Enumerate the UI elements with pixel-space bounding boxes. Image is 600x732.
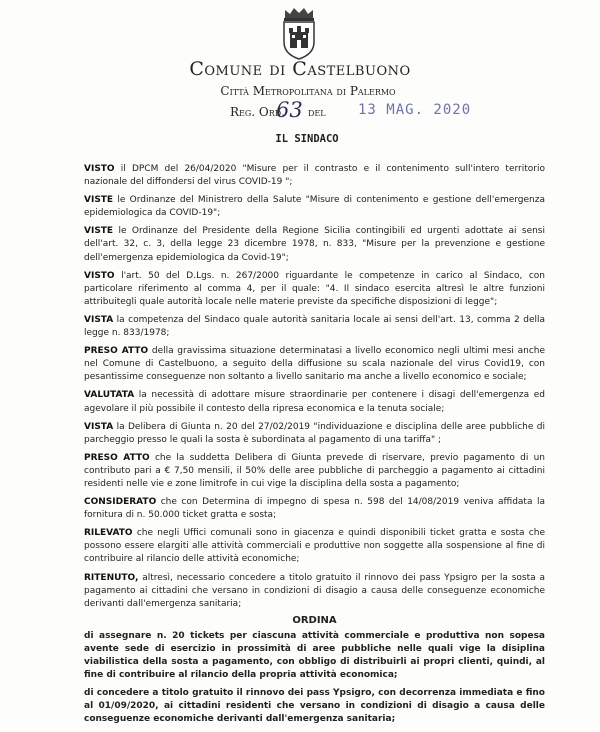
premise-paragraph: VISTO il DPCM del 26/04/2020 "Misure per il contrasto e il contenimento sull'intero territorio nazionale del diffondersi del virus COVID-19 "; xyxy=(84,164,545,188)
ordina-item: di assegnare n. 20 tickets per ciascuna attività commerciale e produttiva non sopesa avente sede di esercizio in prossimità di aree pubbliche nelle quali vige la disiplina viabilistica della sosta a pagamento, con obbligo di distribuirli ai propri clienti, quindi, al fine di contribuire al rilancio della propria attività economica; xyxy=(84,630,545,681)
ordina-item: di concedere a titolo gratuito il rinnovo dei pass Ypsigro, con decorrenza immediata e fino al 01/09/2020, ai cittadini residenti che versano in condizioni di disagio a causa delle conseguenze economiche derivanti dall'emergenza sanitaria; xyxy=(84,688,545,725)
municipality-name: Comune di Castelbuono xyxy=(189,58,411,80)
ordinance-body xyxy=(84,163,545,732)
registration-line xyxy=(230,98,530,124)
metropolitan-city-name: Città Metropolitana di Palermo xyxy=(220,84,396,98)
premise-paragraph: PRESO ATTO della gravissima situazione determinatasi a livello economico negli ultimi mesi anche nel Comune di Castelbuono, a seguito della diffusione su scala nazionale del virus Covid19, con pesantissime conseguenze non soltanto a livello sanitario ma anche a livello economico e sociale; xyxy=(84,346,546,383)
premise-paragraph: RILEVATO che negli Uffici comunali sono in giacenza e quindi disponibili ticket gratta e sosta che possono essere elargiti alle attività commerciali e produttive non soggette alla sospensione al fine di contribuire al rilancio delle attività economiche; xyxy=(84,528,545,565)
premise-paragraph: VISTE le Ordinanze del Presidente della Regione Sicilia contingibili ed urgenti adottate ai sensi dell'art. 32, c. 3, della legge 23 dicembre 1978, n. 833, "Misure per la prevenzione e gestione dell'emergenza epidemiologica da Covid-19"; xyxy=(84,226,545,263)
premise-paragraph: VISTA la Delibera di Giunta n. 20 del 27/02/2019 "individuazione e disciplina delle aree pubbliche di parcheggio presso le quali la sosta è subordinata al pagamento di una tariffa" ; xyxy=(84,421,545,445)
premise-paragraph: CONSIDERATO che con Determina di impegno di spesa n. 598 del 14/08/2019 veniva affidata la fornitura di n. 50.000 ticket gratta e sosta; xyxy=(84,497,545,521)
reg-ord-number: 63 xyxy=(276,98,303,122)
premise-paragraph: RITENUTO, altresì, necessario concedere a titolo gratuito il rinnovo dei pass Ypsigro per la sosta a pagamento ai cittadini che versano in condizioni di disagio a causa delle conseguenze economiche derivanti dall'emergenza sanitaria; xyxy=(84,572,545,609)
premise-paragraph: VISTE le Ordinanze del Ministrero della Salute "Misure di contenimento e gestione dell'emergenza epidemiologica da COVID-19"; xyxy=(84,195,545,219)
document-title: IL SINDACO xyxy=(275,133,339,145)
reg-ord-label: Reg. Ord. xyxy=(230,105,285,119)
ordina-heading: ORDINA xyxy=(292,614,337,626)
premise-paragraph: VISTO l'art. 50 del D.Lgs. n. 267/2000 riguardante le competenze in carico al Sindaco, con particolare riferimento al comma 4, per il quale: "4. Il sindaco esercita altresì le altre funzioni attribuitegli quale autorità locale nelle materie previste da specifiche disposizioni di legge"; xyxy=(84,270,545,307)
date-stamp: 13 MAG. 2020 xyxy=(358,102,472,118)
premise-paragraph: VISTA la competenza del Sindaco quale autorità sanitaria locale ai sensi dell'art. 13, comma 2 della legge n. 833/1978; xyxy=(84,314,545,339)
del-label: del xyxy=(308,105,326,119)
premise-paragraph: VALUTATA la necessità di adottare misure straordinarie per contenere i disagi dell'emergenza ed agevolare il più possibile il contesto della ripresa economica e la tenuta sociale; xyxy=(84,390,545,414)
municipal-coat-of-arms-icon xyxy=(276,6,322,60)
premise-paragraph: PRESO ATTO che la suddetta Delibera di Giunta prevede di riservare, previo pagamento di un contributo pari a € 7,50 mensili, il 50% delle aree pubbliche di parcheggio a pagamento ai cittadini residenti nelle vie e zone limitrofe in cui vige la disciplina della sosta a pagamento; xyxy=(84,452,546,489)
